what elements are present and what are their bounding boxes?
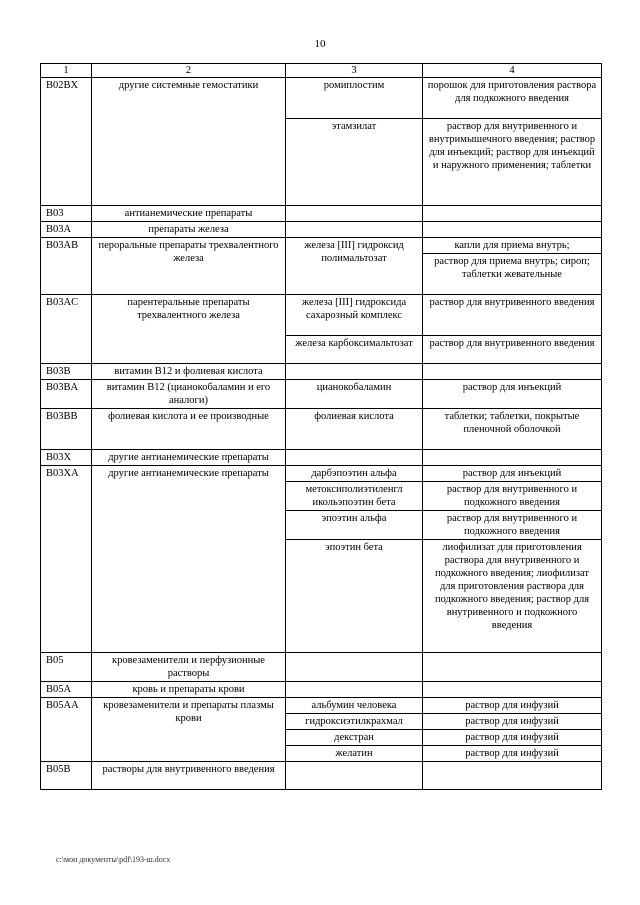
table-row — [41, 295, 602, 336]
dosage-form: раствор для внутривенного и подкожного введения — [423, 482, 602, 511]
table-row — [41, 78, 602, 119]
group-name: витамин B12 (цианокобаламин и его аналоги) — [92, 380, 286, 409]
group-name: препараты железа — [92, 222, 286, 238]
dosage-form: лиофилизат для приготовления раствора для внутривенного и подкожного введения; лиофилизат для приготовления раствора для подкожного введения; раствор для внутривенного и подкожного введения — [423, 540, 602, 653]
dosage-form: капли для приема внутрь; — [423, 238, 602, 254]
drug-name — [286, 450, 423, 466]
drug-name: ромиплостим — [286, 78, 423, 119]
dosage-form: раствор для инъекций — [423, 380, 602, 409]
atc-code: B03AB — [41, 238, 92, 295]
drug-table — [40, 63, 602, 790]
drug-name: эпоэтин бета — [286, 540, 423, 653]
atc-code: B03B — [41, 364, 92, 380]
group-name: кровезаменители и препараты плазмы крови — [92, 698, 286, 762]
header-cell: 3 — [286, 64, 423, 78]
dosage-form — [423, 364, 602, 380]
atc-code: B05A — [41, 682, 92, 698]
dosage-form: раствор для внутривенного и внутримышечного введения; раствор для инъекций; раствор для инъекций и наружного применения; таблетки — [423, 119, 602, 206]
drug-name: железа [III] гидроксида сахарозный комплекс — [286, 295, 423, 336]
dosage-form: раствор для инфузий — [423, 730, 602, 746]
table-header-row — [41, 64, 602, 78]
drug-name: эпоэтин альфа — [286, 511, 423, 540]
atc-code: B03AC — [41, 295, 92, 364]
dosage-form — [423, 653, 602, 682]
atc-code: B03X — [41, 450, 92, 466]
atc-code: B05B — [41, 762, 92, 790]
table-row — [41, 450, 602, 466]
drug-name: метоксиполиэтиленгл икольэпоэтин бета — [286, 482, 423, 511]
dosage-form: раствор для инъекций — [423, 466, 602, 482]
drug-name — [286, 222, 423, 238]
table-row — [41, 762, 602, 790]
group-name: кровезаменители и перфузионные растворы — [92, 653, 286, 682]
drug-name — [286, 762, 423, 790]
drug-name: гидроксиэтилкрахмал — [286, 714, 423, 730]
table-row — [41, 682, 602, 698]
table-row — [41, 206, 602, 222]
drug-name: декстран — [286, 730, 423, 746]
drug-name — [286, 206, 423, 222]
dosage-form: раствор для внутривенного введения — [423, 336, 602, 364]
file-path-footer: c:\мои документы\pdf\193-ш.docx — [56, 855, 171, 864]
header-cell: 1 — [41, 64, 92, 78]
group-name: растворы для внутривенного введения — [92, 762, 286, 790]
dosage-form: раствор для внутривенного и подкожного введения — [423, 511, 602, 540]
drug-name: этамзилат — [286, 119, 423, 206]
dosage-form: раствор для внутривенного введения — [423, 295, 602, 336]
header-cell: 2 — [92, 64, 286, 78]
drug-name: цианокобаламин — [286, 380, 423, 409]
group-name: другие антианемические препараты — [92, 450, 286, 466]
table-row — [41, 409, 602, 450]
atc-code: B03BB — [41, 409, 92, 450]
drug-name: железа [III] гидроксид полимальтозат — [286, 238, 423, 295]
atc-code: B05 — [41, 653, 92, 682]
atc-code: B05AA — [41, 698, 92, 762]
atc-code: B02BX — [41, 78, 92, 206]
group-name: другие системные гемостатики — [92, 78, 286, 206]
dosage-form — [423, 762, 602, 790]
table-row — [41, 698, 602, 714]
group-name: витамин B12 и фолиевая кислота — [92, 364, 286, 380]
table-row — [41, 653, 602, 682]
table-row — [41, 238, 602, 254]
table-row — [41, 364, 602, 380]
drug-name: альбумин человека — [286, 698, 423, 714]
dosage-form: таблетки; таблетки, покрытые пленочной оболочкой — [423, 409, 602, 450]
drug-name: фолиевая кислота — [286, 409, 423, 450]
group-name: парентеральные препараты трехвалентного железа — [92, 295, 286, 364]
dosage-form — [423, 222, 602, 238]
dosage-form: раствор для инфузий — [423, 714, 602, 730]
group-name: фолиевая кислота и ее производные — [92, 409, 286, 450]
atc-code: B03 — [41, 206, 92, 222]
atc-code: B03XA — [41, 466, 92, 653]
drug-name: дарбэпоэтин альфа — [286, 466, 423, 482]
dosage-form — [423, 206, 602, 222]
header-cell: 4 — [423, 64, 602, 78]
page-number: 10 — [314, 38, 326, 50]
table-row — [41, 380, 602, 409]
dosage-form: раствор для приема внутрь; сироп; таблетки жевательные — [423, 254, 602, 295]
dosage-form — [423, 682, 602, 698]
drug-name: желатин — [286, 746, 423, 762]
dosage-form — [423, 450, 602, 466]
group-name: пероральные препараты трехвалентного железа — [92, 238, 286, 295]
drug-name: железа карбоксимальтозат — [286, 336, 423, 364]
dosage-form: раствор для инфузий — [423, 746, 602, 762]
dosage-form: порошок для приготовления раствора для подкожного введения — [423, 78, 602, 119]
table-row — [41, 222, 602, 238]
group-name: другие антианемические препараты — [92, 466, 286, 653]
atc-code: B03BA — [41, 380, 92, 409]
drug-name — [286, 364, 423, 380]
group-name: кровь и препараты крови — [92, 682, 286, 698]
table-row — [41, 466, 602, 482]
dosage-form: раствор для инфузий — [423, 698, 602, 714]
group-name: антианемические препараты — [92, 206, 286, 222]
drug-name — [286, 653, 423, 682]
atc-code: B03A — [41, 222, 92, 238]
drug-name — [286, 682, 423, 698]
